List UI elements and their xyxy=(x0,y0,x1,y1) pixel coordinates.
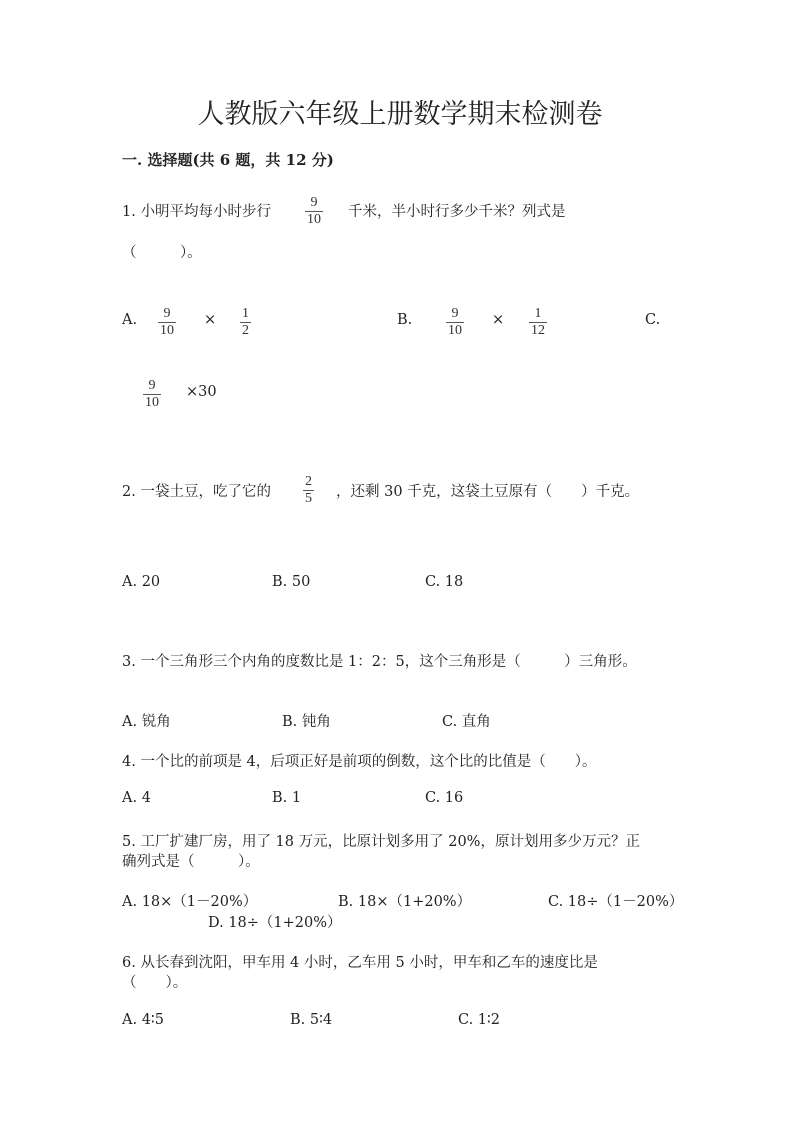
q4-option-a: A. 4 xyxy=(122,790,151,806)
frac-den: 10 xyxy=(145,395,159,410)
q4-text: 4. 一个比的前项是 4，后项正好是前项的倒数，这个比的比值是（ ）。 xyxy=(122,754,597,770)
frac-den: 10 xyxy=(160,323,174,338)
frac-num: 2 xyxy=(305,474,312,489)
q2-text-post: ，还剩 30 千克，这袋土豆原有（ ）千克。 xyxy=(336,484,640,500)
frac-num: 1 xyxy=(242,306,249,321)
q1-option-a-operator: × xyxy=(204,312,217,328)
q1-frac-num: 9 xyxy=(310,195,318,210)
q3-option-c: C. 直角 xyxy=(442,714,491,730)
q2-option-a: A. 20 xyxy=(122,574,161,590)
q5-option-a: A. 18×（1－20%） xyxy=(122,894,258,910)
q1-option-b-label: B. xyxy=(397,312,413,328)
section-heading: 一. 选择题(共 6 题，共 12 分) xyxy=(122,151,334,169)
page-title: 人教版六年级上册数学期末检测卷 xyxy=(197,99,603,130)
frac-num: 9 xyxy=(163,306,171,321)
q5-option-c: C. 18÷（1－20%） xyxy=(548,894,684,910)
q1-option-a-label: A. xyxy=(122,312,138,328)
q1-option-c-frac xyxy=(143,378,161,411)
q1-blank: （ ）。 xyxy=(122,245,202,261)
q5-text-line1: 5. 工厂扩建厂房，用了 18 万元，比原计划多用了 20%，原计划用多少万元？正 xyxy=(122,834,640,850)
q6-option-c: C. 1∶2 xyxy=(458,1012,501,1028)
frac-den: 2 xyxy=(242,323,249,338)
q6-text-line2: （ ）。 xyxy=(122,975,188,991)
q2-fraction xyxy=(303,474,314,507)
q3-option-a: A. 锐角 xyxy=(122,714,171,730)
q6-option-b: B. 5∶4 xyxy=(290,1012,333,1028)
frac-num: 9 xyxy=(148,378,156,393)
q4-option-c: C. 16 xyxy=(425,790,464,806)
frac-num: 9 xyxy=(451,306,459,321)
q1-option-c-label: C. xyxy=(645,312,661,328)
q1-option-b-frac1 xyxy=(446,306,464,339)
frac-den: 10 xyxy=(448,323,462,338)
q1-option-a-frac2 xyxy=(240,306,251,339)
q4-option-b: B. 1 xyxy=(272,790,302,806)
q3-text: 3. 一个三角形三个内角的度数比是 1：2：5，这个三角形是（ ）三角形。 xyxy=(122,654,637,670)
q3-option-b: B. 钝角 xyxy=(282,714,331,730)
q1-option-b-frac2 xyxy=(529,306,547,339)
q6-option-a: A. 4∶5 xyxy=(122,1012,164,1028)
q1-text-post: 千米，半小时行多少千米？列式是 xyxy=(348,204,566,220)
frac-den: 5 xyxy=(305,491,312,506)
q5-text-line2: 确列式是（ ）。 xyxy=(122,854,260,870)
q1-fraction xyxy=(305,195,323,228)
q1-frac-den: 10 xyxy=(307,212,321,227)
q5-option-b: B. 18×（1+20%） xyxy=(338,894,472,910)
q1-option-a-frac1 xyxy=(158,306,176,339)
q2-option-b: B. 50 xyxy=(272,574,311,590)
q1-option-b-operator: × xyxy=(492,312,505,328)
q1-text-pre: 1. 小明平均每小时步行 xyxy=(122,204,271,220)
q5-option-d: D. 18÷（1+20%） xyxy=(208,915,342,931)
q2-option-c: C. 18 xyxy=(425,574,464,590)
frac-den: 12 xyxy=(531,323,545,338)
q2-text-pre: 2. 一袋土豆，吃了它的 xyxy=(122,484,271,500)
q6-text-line1: 6. 从长春到沈阳，甲车用 4 小时，乙车用 5 小时，甲车和乙车的速度比是 xyxy=(122,955,598,971)
frac-num: 1 xyxy=(534,306,542,321)
q1-option-c-rest: ×30 xyxy=(186,384,217,400)
